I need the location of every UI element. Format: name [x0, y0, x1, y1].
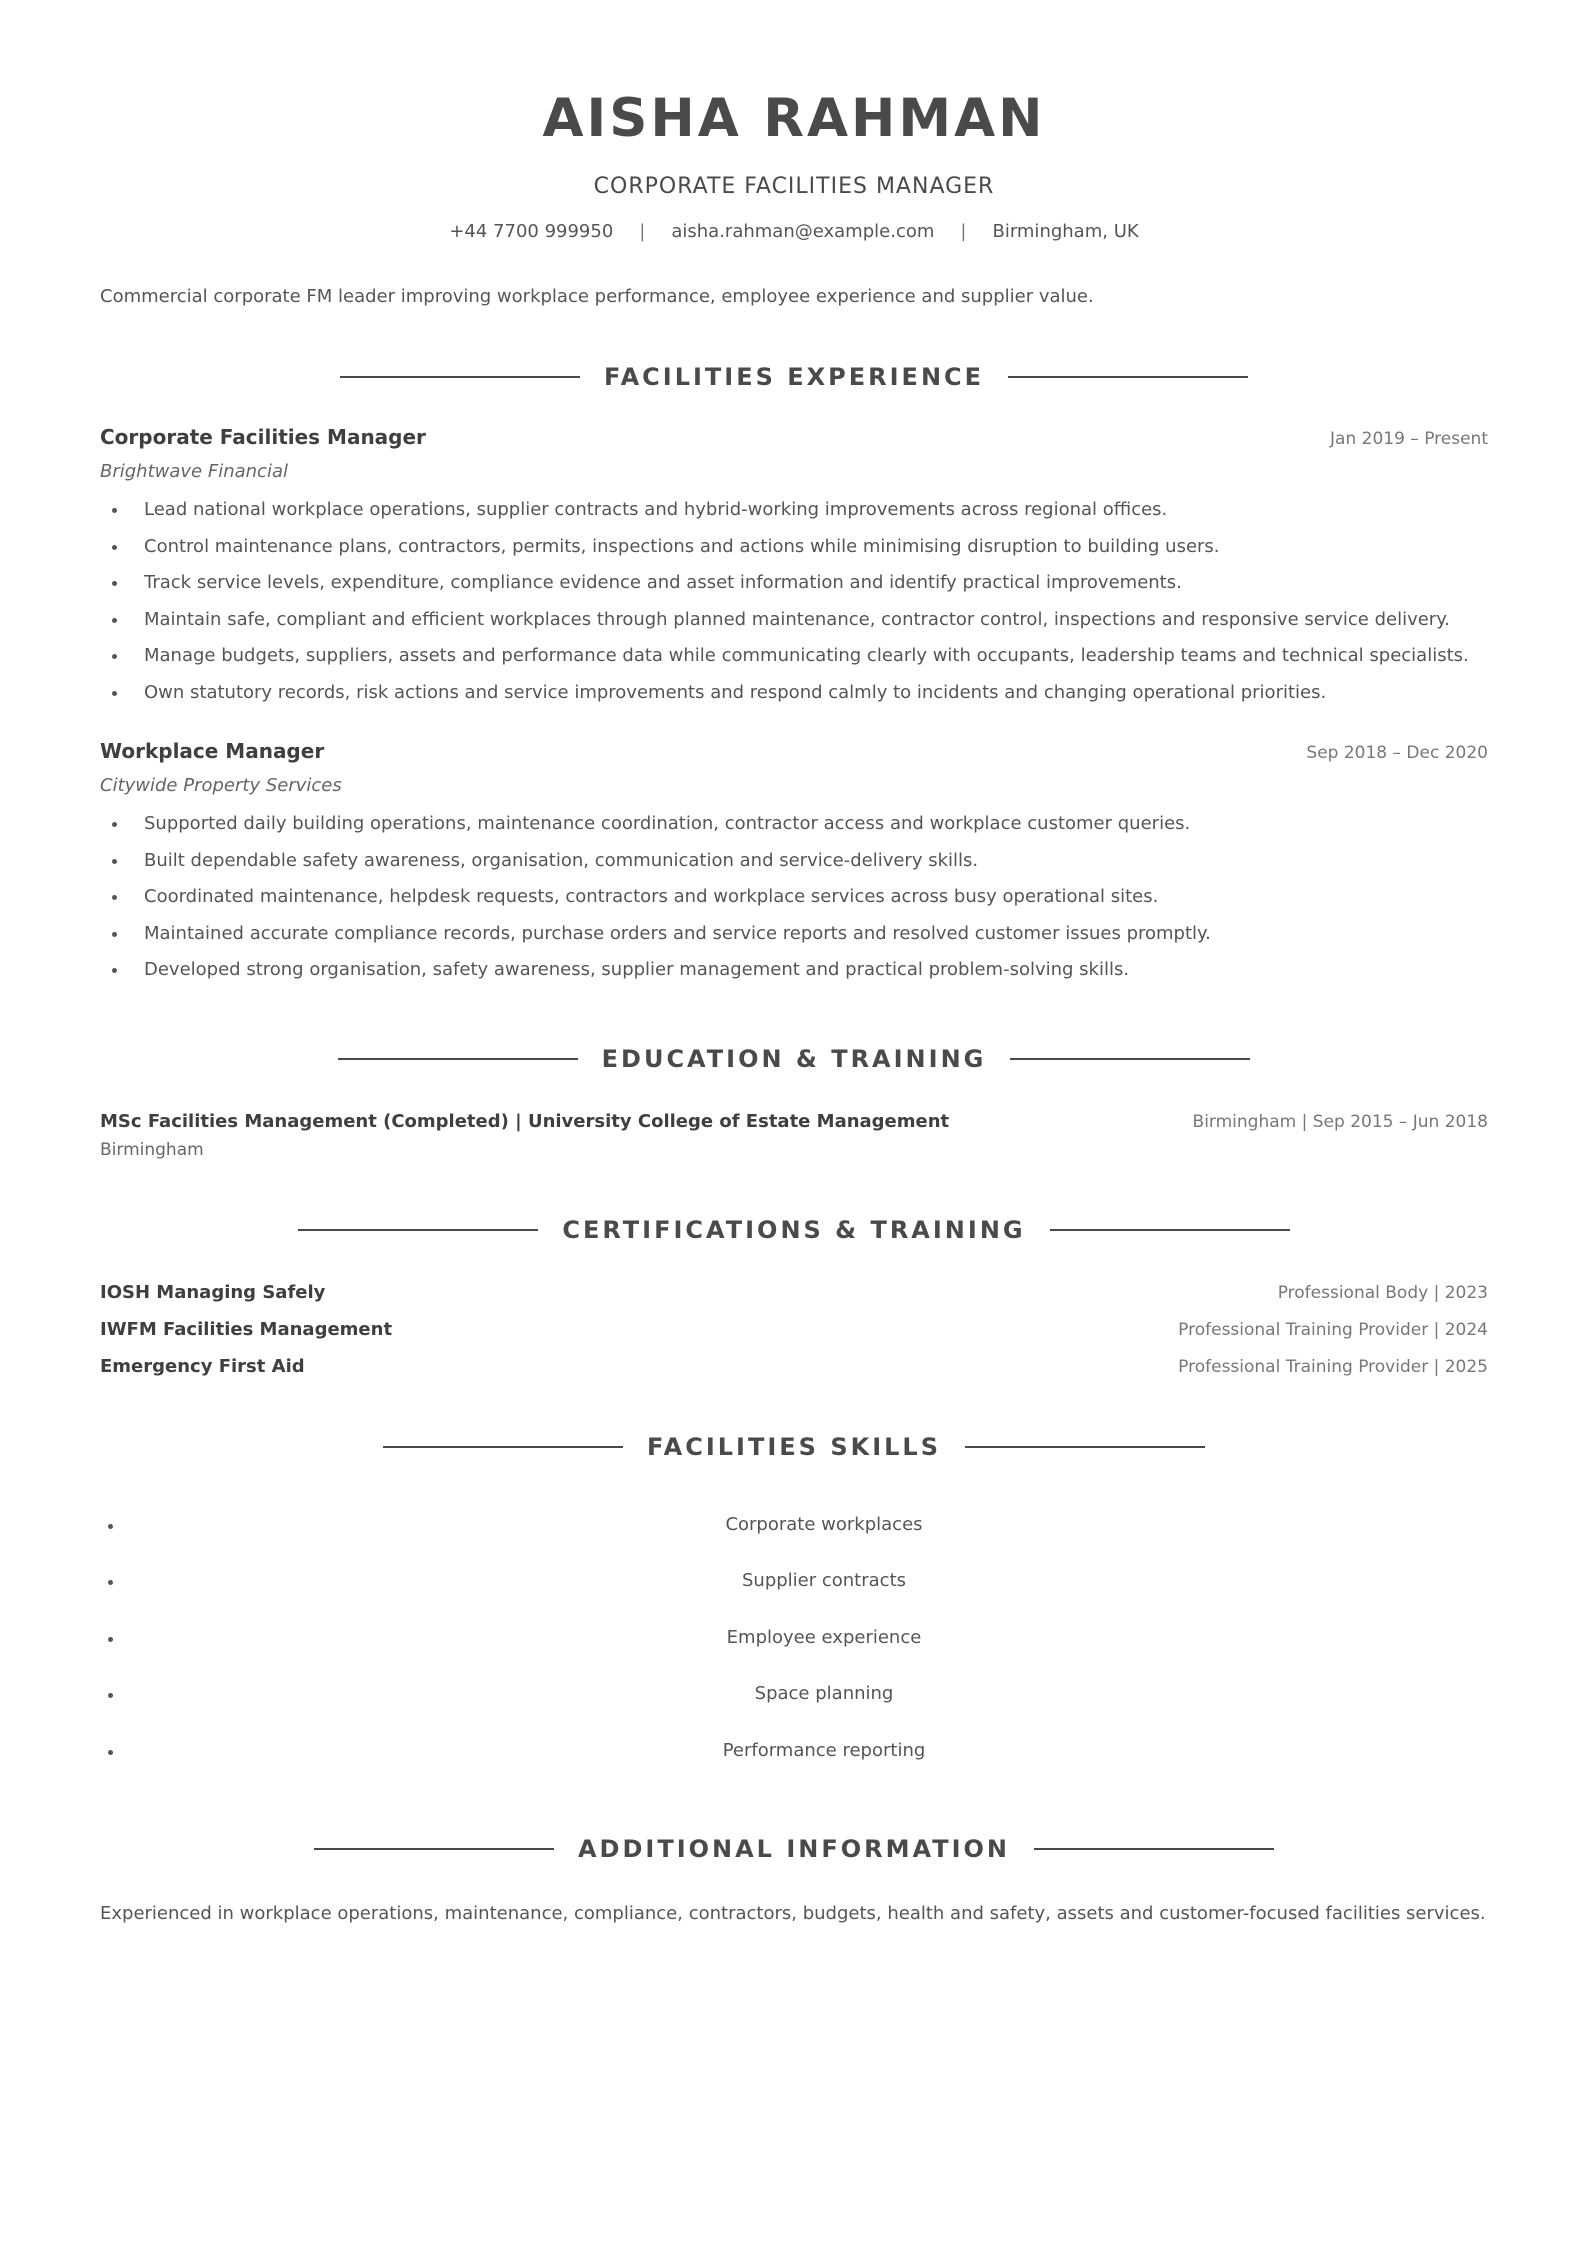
education-section-title: EDUCATION & TRAINING	[601, 1044, 987, 1073]
job-entry	[100, 739, 1488, 989]
job-bullet: Coordinated maintenance, helpdesk requests, contractors and workplace services across busy operational sites.	[144, 879, 1488, 916]
skill-item: Corporate workplaces	[100, 1497, 1488, 1554]
profile-summary: Commercial corporate FM leader improving workplace performance, employee experience and supplier value.	[100, 286, 1094, 307]
section-rule	[338, 1058, 578, 1060]
education-city: Birmingham	[100, 1139, 204, 1160]
section-rule	[1034, 1848, 1274, 1850]
certifications-section-title: CERTIFICATIONS & TRAINING	[562, 1215, 1026, 1244]
certification-name: IWFM Facilities Management	[100, 1318, 393, 1340]
education-meta: Birmingham | Sep 2015 – Jun 2018	[1192, 1111, 1488, 1132]
section-rule	[298, 1229, 538, 1231]
certification-meta: Professional Training Provider | 2024	[1178, 1319, 1488, 1340]
additional-section-title: ADDITIONAL INFORMATION	[577, 1835, 1011, 1863]
job-bullet: Supported daily building operations, maintenance coordination, contractor access and workplace customer queries.	[144, 806, 1488, 843]
skills-list	[100, 1497, 1488, 1780]
job-title: Workplace Manager	[100, 739, 325, 763]
certification-name: Emergency First Aid	[100, 1355, 305, 1377]
education-section-header	[100, 1045, 1488, 1073]
job-company: Brightwave Financial	[100, 461, 288, 482]
certification-item	[100, 1356, 1488, 1377]
additional-section-header	[100, 1835, 1488, 1863]
skills-section-title: FACILITIES SKILLS	[647, 1432, 941, 1461]
location: Birmingham, UK	[992, 221, 1139, 242]
certification-meta: Professional Body | 2023	[1277, 1282, 1488, 1303]
job-bullet: Control maintenance plans, contractors, permits, inspections and actions while minimising disruption to building users.	[144, 529, 1488, 566]
section-rule	[965, 1446, 1205, 1448]
job-dates: Jan 2019 – Present	[1330, 429, 1488, 449]
contact-separator: |	[639, 221, 646, 242]
section-rule	[383, 1446, 623, 1448]
job-bullet: Own statutory records, risk actions and service improvements and respond calmly to incidents and changing operational priorities.	[144, 675, 1488, 712]
skill-item: Space planning	[100, 1666, 1488, 1723]
section-rule	[340, 376, 580, 378]
certifications-section-header	[100, 1216, 1488, 1244]
certification-item	[100, 1319, 1488, 1340]
job-bullet: Built dependable safety awareness, organisation, communication and service-delivery skills.	[144, 843, 1488, 880]
job-bullets	[100, 492, 1488, 711]
certifications-list	[100, 1282, 1488, 1377]
section-rule	[1010, 1058, 1250, 1060]
certification-item	[100, 1282, 1488, 1303]
job-bullet: Lead national workplace operations, supplier contracts and hybrid-working improvements across regional offices.	[144, 492, 1488, 529]
education-entry	[100, 1111, 1488, 1160]
phone-number[interactable]: +44 7700 999950	[449, 221, 614, 242]
job-bullet: Track service levels, expenditure, compliance evidence and asset information and identify practical improvements.	[144, 565, 1488, 602]
job-bullet: Developed strong organisation, safety awareness, supplier management and practical problem-solving skills.	[144, 952, 1488, 989]
email-address[interactable]: aisha.rahman@example.com	[671, 221, 935, 242]
job-company: Citywide Property Services	[100, 775, 342, 796]
candidate-name: AISHA RAHMAN	[542, 88, 1046, 149]
section-rule	[1050, 1229, 1290, 1231]
job-entry	[100, 425, 1488, 711]
education-title: MSc Facilities Management (Completed) | University College of Estate Management	[100, 1110, 950, 1132]
experience-section-title: FACILITIES EXPERIENCE	[603, 363, 985, 391]
certification-name: IOSH Managing Safely	[100, 1281, 326, 1303]
job-bullets	[100, 806, 1488, 989]
experience-section-header	[100, 363, 1488, 391]
skill-item: Employee experience	[100, 1610, 1488, 1667]
job-dates: Sep 2018 – Dec 2020	[1306, 743, 1488, 763]
section-rule	[1008, 376, 1248, 378]
job-bullet: Manage budgets, suppliers, assets and performance data while communicating clearly with occupants, leadership teams and technical specialists.	[144, 638, 1488, 675]
section-rule	[314, 1848, 554, 1850]
skill-item: Supplier contracts	[100, 1553, 1488, 1610]
job-title: Corporate Facilities Manager	[100, 425, 426, 449]
candidate-role: CORPORATE FACILITIES MANAGER	[593, 174, 995, 199]
job-bullet: Maintain safe, compliant and efficient workplaces through planned maintenance, contractor control, inspections and responsive service delivery.	[144, 602, 1488, 639]
contact-line	[100, 221, 1488, 242]
certification-meta: Professional Training Provider | 2025	[1178, 1356, 1488, 1377]
skills-section-header	[100, 1433, 1488, 1461]
skill-item: Performance reporting	[100, 1723, 1488, 1780]
additional-info-text: Experienced in workplace operations, maintenance, compliance, contractors, budgets, health and safety, assets and customer-focused facilities services.	[100, 1903, 1486, 1924]
job-bullet: Maintained accurate compliance records, purchase orders and service reports and resolved customer issues promptly.	[144, 916, 1488, 953]
contact-separator: |	[960, 221, 967, 242]
